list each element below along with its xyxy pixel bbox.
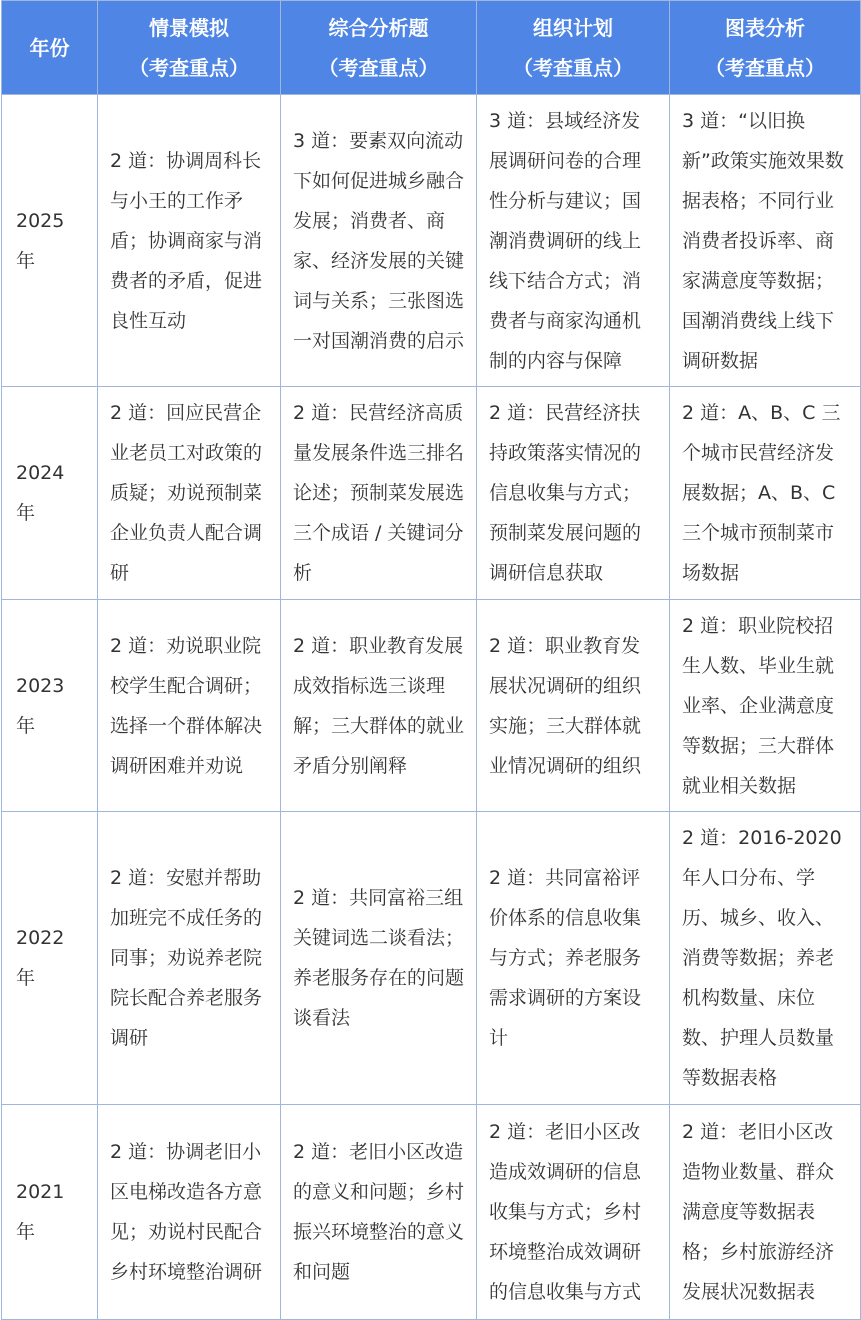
table-row xyxy=(2,387,861,600)
analysis-cell: 2 道：民营经济高质量发展条件选三排名论述；预制菜发展选三个成语 / 关键词分析 xyxy=(281,387,477,600)
chart-cell: 3 道：“以旧换新”政策实施效果数据表格；不同行业消费者投诉率、商家满意度等数据；国潮消费线上线下调研数据 xyxy=(670,95,861,387)
scenario-cell: 2 道：回应民营企业老员工对政策的质疑；劝说预制菜企业负责人配合调研 xyxy=(98,387,281,600)
analysis-cell: 2 道：共同富裕三组关键词选二谈看法；养老服务存在的问题谈看法 xyxy=(281,812,477,1105)
scenario-cell: 2 道：协调老旧小区电梯改造各方意见；劝说村民配合乡村环境整治调研 xyxy=(98,1105,281,1320)
scenario-cell: 2 道：协调周科长与小王的工作矛盾；协调商家与消费者的矛盾，促进良性互动 xyxy=(98,95,281,387)
analysis-cell: 2 道：职业教育发展成效指标选三谈理解；三大群体的就业矛盾分别阐释 xyxy=(281,600,477,812)
exam-topics-table xyxy=(1,0,861,1320)
header-year: 年份 xyxy=(2,1,98,95)
year-cell: 2024 年 xyxy=(2,387,98,600)
planning-cell: 3 道：县域经济发展调研问卷的合理性分析与建议；国潮消费调研的线上线下结合方式；消费者与商家沟通机制的内容与保障 xyxy=(477,95,670,387)
chart-cell: 2 道：老旧小区改造物业数量、群众满意度等数据表格；乡村旅游经济发展状况数据表 xyxy=(670,1105,861,1320)
year-cell: 2021 年 xyxy=(2,1105,98,1320)
header-chart: 图表分析 （考查重点） xyxy=(670,1,861,95)
header-scenario: 情景模拟 （考查重点） xyxy=(98,1,281,95)
chart-cell: 2 道：A、B、C 三个城市民营经济发展数据；A、B、C 三个城市预制菜市场数据 xyxy=(670,387,861,600)
scenario-cell: 2 道：安慰并帮助加班完不成任务的同事；劝说养老院院长配合养老服务调研 xyxy=(98,812,281,1105)
year-cell: 2025 年 xyxy=(2,95,98,387)
year-cell: 2023 年 xyxy=(2,600,98,812)
planning-cell: 2 道：民营经济扶持政策落实情况的信息收集与方式；预制菜发展问题的调研信息获取 xyxy=(477,387,670,600)
chart-cell: 2 道：职业院校招生人数、毕业生就业率、企业满意度等数据；三大群体就业相关数据 xyxy=(670,600,861,812)
planning-cell: 2 道：职业教育发展状况调研的组织实施；三大群体就业情况调研的组织 xyxy=(477,600,670,812)
header-analysis: 综合分析题 （考查重点） xyxy=(281,1,477,95)
analysis-cell: 2 道：老旧小区改造的意义和问题；乡村振兴环境整治的意义和问题 xyxy=(281,1105,477,1320)
scenario-cell: 2 道：劝说职业院校学生配合调研；选择一个群体解决调研困难并劝说 xyxy=(98,600,281,812)
table-row xyxy=(2,812,861,1105)
analysis-cell: 3 道：要素双向流动下如何促进城乡融合发展；消费者、商家、经济发展的关键词与关系；三张图选一对国潮消费的启示 xyxy=(281,95,477,387)
planning-cell: 2 道：老旧小区改造成效调研的信息收集与方式；乡村环境整治成效调研的信息收集与方式 xyxy=(477,1105,670,1320)
planning-cell: 2 道：共同富裕评价体系的信息收集与方式；养老服务需求调研的方案设计 xyxy=(477,812,670,1105)
chart-cell: 2 道：2016-2020 年人口分布、学历、城乡、收入、消费等数据；养老机构数量、床位数、护理人员数量等数据表格 xyxy=(670,812,861,1105)
table-row xyxy=(2,1105,861,1320)
header-planning: 组织计划 （考查重点） xyxy=(477,1,670,95)
header-row xyxy=(2,1,861,95)
table-row xyxy=(2,95,861,387)
table-row xyxy=(2,600,861,812)
year-cell: 2022 年 xyxy=(2,812,98,1105)
